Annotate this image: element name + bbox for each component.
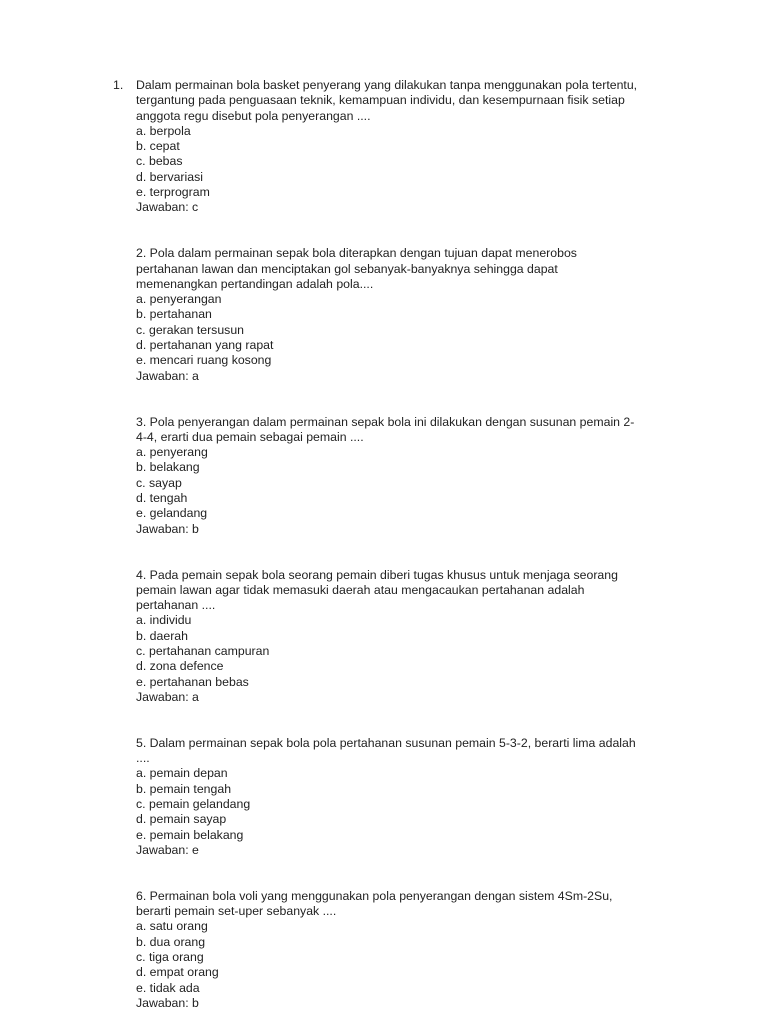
- question-3-option-c: c. sayap: [136, 475, 182, 490]
- question-4-text-line-3: pertahanan ....: [136, 598, 216, 613]
- question-2-answer: Jawaban: a: [136, 368, 199, 383]
- question-5: [136, 736, 696, 858]
- question-4-option-a: a. individu: [136, 613, 192, 628]
- question-6-option-d: d. empat orang: [136, 965, 219, 980]
- question-3-option-b: b. belakang: [136, 460, 200, 475]
- question-3-option-e: e. gelandang: [136, 506, 208, 521]
- question-6: [136, 889, 696, 1011]
- question-4-option-b: b. daerah: [136, 628, 188, 643]
- question-3-option-a: a. penyerang: [136, 445, 208, 460]
- question-4-option-d: d. zona defence: [136, 659, 224, 674]
- spacer: [136, 537, 696, 568]
- question-3: [136, 415, 696, 537]
- question-1-option-e: e. terprogram: [136, 185, 210, 200]
- question-6-option-b: b. dua orang: [136, 934, 206, 949]
- question-6-option-a: a. satu orang: [136, 919, 208, 934]
- question-1-number: 1.: [113, 78, 124, 92]
- spacer: [136, 216, 696, 247]
- question-1-option-a: a. berpola: [136, 123, 191, 138]
- question-5-option-a: a. pemain depan: [136, 766, 228, 781]
- question-list: [113, 78, 696, 1011]
- question-6-option-c: c. tiga orang: [136, 949, 204, 964]
- question-5-text-line-2: ....: [136, 751, 150, 766]
- question-4-answer: Jawaban: a: [136, 689, 199, 704]
- question-6-text-line-1: 6. Permainan bola voli yang menggunakan pola penyerangan dengan sistem 4Sm-2Su,: [136, 888, 613, 903]
- question-1-text-line-1: Dalam permainan bola basket penyerang yang dilakukan tanpa menggunakan pola tertentu,: [136, 78, 638, 92]
- question-2-option-a: a. penyerangan: [136, 292, 222, 307]
- question-5-text-line-1: 5. Dalam permainan sepak bola pola pertahanan susunan pemain 5-3-2, berarti lima adalah: [136, 735, 636, 750]
- question-1-text-line-2: tergantung pada penguasaan teknik, kemampuan individu, dan kesempurnaan fisik setiap: [136, 93, 625, 108]
- question-2-option-c: c. gerakan tersusun: [136, 322, 245, 337]
- question-4-text-line-1: 4. Pada pemain sepak bola seorang pemain diberi tugas khusus untuk menjaga seorang: [136, 567, 618, 582]
- question-4-text-line-2: pemain lawan agar tidak memasuki daerah atau mengacaukan pertahanan adalah: [136, 582, 585, 597]
- question-4-option-c: c. pertahanan campuran: [136, 643, 270, 658]
- question-2-text-line-3: memenangkan pertandingan adalah pola....: [136, 276, 374, 291]
- question-1: [113, 78, 696, 216]
- question-1-text-line-3: anggota regu disebut pola penyerangan ....: [136, 108, 371, 123]
- question-3-text-line-2: 4-4, erarti dua pemain sebagai pemain ....: [136, 429, 364, 444]
- question-5-option-b: b. pemain tengah: [136, 781, 232, 796]
- question-3-answer: Jawaban: b: [136, 521, 199, 536]
- question-3-text-line-1: 3. Pola penyerangan dalam permainan sepak bola ini dilakukan dengan susunan pemain 2-: [136, 414, 635, 429]
- question-1-option-b: b. cepat: [136, 139, 180, 154]
- question-2-option-d: d. pertahanan yang rapat: [136, 338, 274, 353]
- question-2: [136, 246, 696, 384]
- question-2-text-line-1: 2. Pola dalam permainan sepak bola diterapkan dengan tujuan dapat menerobos: [136, 246, 577, 261]
- question-6-text-line-2: berarti pemain set-uper sebanyak ....: [136, 904, 337, 919]
- question-5-answer: Jawaban: e: [136, 842, 199, 857]
- question-2-option-b: b. pertahanan: [136, 307, 212, 322]
- question-2-text-line-2: pertahanan lawan dan menciptakan gol sebanyak-banyaknya sehingga dapat: [136, 261, 558, 276]
- question-6-option-e: e. tidak ada: [136, 980, 200, 995]
- spacer: [136, 384, 696, 415]
- question-1-option-d: d. bervariasi: [136, 169, 203, 184]
- question-2-option-e: e. mencari ruang kosong: [136, 353, 272, 368]
- spacer: [136, 705, 696, 736]
- question-5-option-c: c. pemain gelandang: [136, 796, 251, 811]
- question-4: [136, 568, 696, 706]
- question-5-option-d: d. pemain sayap: [136, 812, 227, 827]
- question-1-answer: Jawaban: c: [136, 200, 199, 215]
- question-3-option-d: d. tengah: [136, 491, 188, 506]
- spacer: [136, 858, 696, 889]
- question-1-option-c: c. bebas: [136, 154, 183, 169]
- question-4-option-e: e. pertahanan bebas: [136, 674, 249, 689]
- question-6-answer: Jawaban: b: [136, 995, 199, 1010]
- question-5-option-e: e. pemain belakang: [136, 827, 244, 842]
